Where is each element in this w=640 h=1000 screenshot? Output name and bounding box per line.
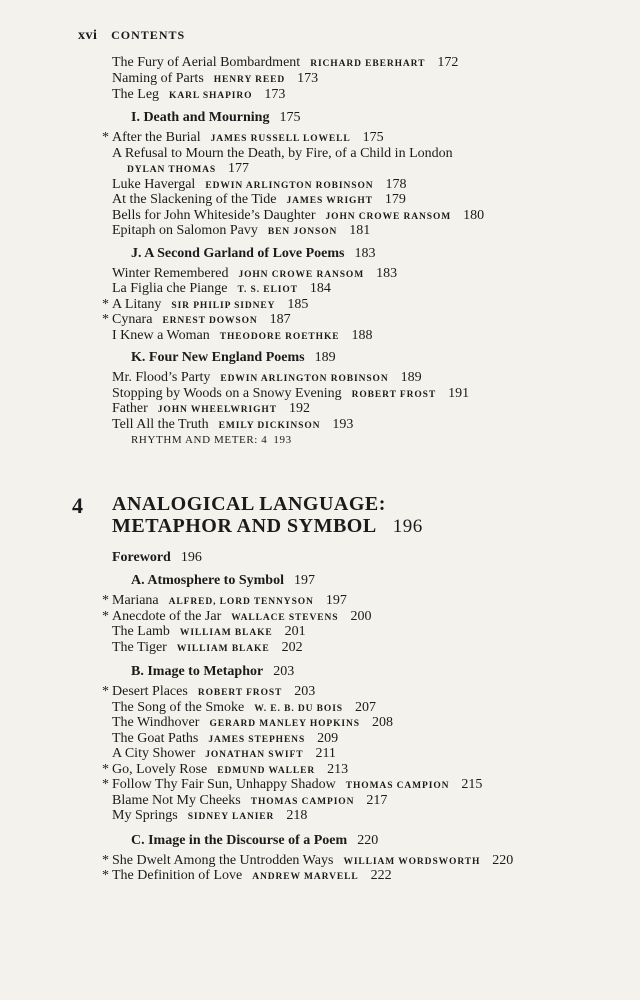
page-number: xvi (78, 28, 98, 43)
foreword-entry[interactable] (112, 550, 202, 566)
running-head (78, 27, 185, 44)
entry-page: 184 (309, 281, 331, 296)
entry-title: Cynara (112, 312, 153, 327)
toc-entry[interactable] (102, 868, 392, 885)
entry-author: W. E. B. DU BOIS (254, 703, 343, 714)
entry-author: THOMAS CAMPION (345, 781, 450, 791)
entry-page: 181 (349, 223, 371, 238)
chapter-title-line1: ANALOGICAL LANGUAGE: (112, 493, 386, 515)
entry-author: EDWIN ARLINGTON ROBINSON (205, 180, 374, 191)
entry-page: 215 (461, 777, 483, 792)
subsection-page: 193 (273, 434, 292, 446)
entry-page: 173 (264, 87, 286, 102)
entry-author: HENRY REED (213, 75, 286, 85)
toc-entry[interactable] (112, 223, 370, 240)
toc-entry[interactable] (112, 731, 338, 748)
section-page: 203 (273, 664, 295, 679)
entry-title: After the Burial (112, 130, 201, 145)
entry-page: 217 (366, 792, 388, 808)
toc-entry[interactable] (112, 328, 372, 345)
asterisk-marker: * (102, 777, 109, 792)
section-page: 183 (354, 245, 376, 261)
toc-entry[interactable] (102, 608, 372, 626)
entry-author: THEODORE ROETHKE (219, 331, 340, 342)
entry-author: EDWIN ARLINGTON ROBINSON (220, 374, 389, 384)
entry-title: Mariana (112, 593, 159, 608)
entry-author: EDMUND WALLER (217, 765, 316, 776)
entry-title: La Figlia che Piange (112, 281, 228, 296)
entry-title: Naming of Parts (112, 71, 204, 86)
entry-title: Tell All the Truth (112, 416, 209, 432)
asterisk-marker: * (102, 761, 109, 777)
entry-title: My Springs (112, 808, 178, 823)
toc-entry[interactable] (102, 684, 316, 701)
entry-author: ROBERT FROST (197, 688, 283, 698)
entry-author: GERARD MANLEY HOPKINS (209, 719, 360, 729)
toc-entry[interactable] (102, 312, 291, 329)
running-head-label: CONTENTS (111, 28, 186, 42)
toc-entry[interactable] (112, 401, 310, 418)
entry-title: Go, Lovely Rose (112, 761, 208, 777)
entry-page: 188 (351, 327, 373, 343)
subsection-note[interactable] (131, 433, 292, 447)
entry-page: 172 (437, 55, 459, 70)
entry-title: The Definition of Love (112, 868, 243, 883)
entry-page: 191 (448, 385, 470, 401)
entry-author: JAMES WRIGHT (286, 196, 373, 206)
entry-page: 180 (463, 207, 485, 223)
entry-title: Stopping by Woods on a Snowy Evening (112, 385, 342, 401)
entry-author: ERNEST DOWSON (162, 316, 258, 326)
entry-page: 211 (315, 746, 336, 761)
entry-page: 208 (371, 715, 393, 730)
chapter-page: 196 (392, 516, 423, 537)
section-heading-text: J. A Second Garland of Love Poems (131, 245, 345, 261)
entry-page: 213 (327, 761, 349, 777)
toc-entry[interactable] (112, 640, 303, 657)
section-page: 197 (293, 573, 315, 588)
entry-title: Blame Not My Cheeks (112, 792, 241, 808)
entry-page: 175 (362, 130, 384, 145)
entry-author: JONATHAN SWIFT (205, 750, 304, 760)
toc-entry[interactable] (112, 87, 285, 104)
entry-author: JAMES RUSSELL LOWELL (210, 134, 351, 144)
toc-entry[interactable] (112, 624, 306, 641)
toc-entry[interactable] (102, 130, 384, 147)
entry-author: WILLIAM BLAKE (176, 643, 270, 654)
toc-entry[interactable] (112, 192, 406, 209)
entry-page: 189 (400, 370, 422, 385)
entry-title: A Refusal to Mourn the Death, by Fire, of a Child in London (112, 145, 453, 161)
subsection-label: RHYTHM AND METER: 4 (131, 434, 268, 446)
toc-entry[interactable] (112, 266, 397, 283)
entry-page: 192 (288, 401, 310, 416)
entry-title: Mr. Flood’s Party (112, 370, 211, 385)
asterisk-marker: * (102, 312, 109, 327)
entry-author: T. S. ELIOT (237, 285, 298, 295)
entry-author: ALFRED, LORD TENNYSON (168, 597, 314, 607)
entry-author: DYLAN THOMAS (127, 165, 217, 175)
entry-page: 185 (287, 296, 309, 312)
entry-page: 201 (284, 624, 306, 639)
entry-author: WILLIAM BLAKE (179, 628, 273, 638)
asterisk-marker: * (102, 684, 109, 699)
chapter-title-line2-text: METAPHOR AND SYMBOL (112, 515, 377, 537)
entry-page: 187 (269, 312, 291, 327)
entry-page: 202 (281, 639, 303, 655)
entry-author: ROBERT FROST (351, 389, 437, 400)
asterisk-marker: * (102, 868, 109, 883)
chapter-title-line2 (112, 515, 423, 538)
entry-title: The Lamb (112, 624, 170, 639)
entry-author: JOHN CROWE RANSOM (325, 211, 452, 222)
section-page: 189 (314, 350, 336, 365)
entry-page: 183 (376, 265, 398, 281)
section-heading-text: A. Atmosphere to Symbol (131, 573, 284, 588)
toc-entry[interactable] (112, 793, 387, 810)
entry-title: Bells for John Whiteside’s Daughter (112, 207, 316, 223)
entry-author: JOHN WHEELWRIGHT (157, 405, 277, 415)
toc-entry[interactable] (112, 808, 307, 825)
toc-entry[interactable] (112, 700, 376, 717)
entry-title: Anecdote of the Jar (112, 608, 222, 624)
entry-title: Winter Remembered (112, 265, 229, 281)
asterisk-marker: * (102, 593, 109, 608)
toc-entry[interactable] (102, 852, 514, 870)
entry-page: 203 (294, 684, 316, 699)
asterisk-marker: * (102, 608, 109, 624)
foreword-page: 196 (180, 550, 202, 565)
toc-entry[interactable] (102, 761, 349, 779)
asterisk-marker: * (102, 852, 109, 868)
toc-entry[interactable] (112, 746, 336, 763)
entry-author: SIDNEY LANIER (187, 812, 275, 822)
entry-page: 193 (332, 416, 354, 432)
entry-author: JAMES STEPHENS (208, 734, 306, 745)
entry-title: A City Shower (112, 746, 196, 761)
entry-author: KARL SHAPIRO (169, 91, 253, 101)
entry-page: 179 (384, 192, 406, 207)
entry-author: WALLACE STEVENS (231, 612, 339, 623)
entry-page: 197 (325, 593, 347, 608)
section-heading[interactable] (131, 110, 300, 126)
chapter-title (112, 493, 423, 538)
entry-title: The Goat Paths (112, 730, 199, 746)
entry-page: 220 (492, 852, 514, 868)
entry-author: SIR PHILIP SIDNEY (171, 300, 276, 311)
entry-title: A Litany (112, 296, 162, 312)
section-heading[interactable] (131, 573, 315, 589)
entry-title: The Leg (112, 87, 160, 102)
toc-entry[interactable] (112, 715, 393, 732)
section-heading[interactable] (131, 246, 376, 262)
entry-author: JOHN CROWE RANSOM (238, 269, 365, 280)
entry-author: WILLIAM WORDSWORTH (343, 856, 481, 867)
section-heading[interactable] (131, 833, 378, 849)
toc-entry[interactable] (112, 177, 407, 194)
toc-entry[interactable] (112, 71, 318, 88)
entry-page: 200 (350, 608, 372, 624)
entry-title: She Dwelt Among the Untrodden Ways (112, 852, 334, 868)
entry-page: 222 (370, 868, 392, 883)
entry-author: ANDREW MARVELL (252, 872, 359, 882)
entry-title: The Fury of Aerial Bombardment (112, 55, 301, 70)
entry-title: The Tiger (112, 639, 167, 655)
toc-entry[interactable] (102, 296, 309, 314)
entry-page: 173 (297, 71, 319, 86)
entry-author: EMILY DICKINSON (218, 420, 321, 431)
section-page: 220 (357, 832, 379, 848)
section-heading[interactable] (131, 664, 294, 680)
entry-author: BEN JONSON (267, 227, 338, 237)
toc-entry[interactable] (102, 593, 347, 610)
chapter-number: 4 (72, 493, 83, 518)
entry-title: Desert Places (112, 684, 188, 699)
section-heading[interactable] (131, 350, 336, 366)
entry-title: Epitaph on Salomon Pavy (112, 223, 258, 238)
toc-entry[interactable] (112, 386, 469, 403)
entry-page: 177 (228, 161, 250, 176)
asterisk-marker: * (102, 130, 109, 145)
entry-author: RICHARD EBERHART (310, 59, 426, 69)
entry-title: Follow Thy Fair Sun, Unhappy Shadow (112, 777, 336, 792)
toc-entry[interactable] (112, 55, 458, 72)
section-heading-text: B. Image to Metaphor (131, 664, 264, 679)
toc-entry[interactable] (112, 208, 484, 225)
entry-title: The Song of the Smoke (112, 699, 245, 715)
toc-entry[interactable] (127, 161, 249, 178)
toc-entry[interactable] (102, 777, 483, 794)
entry-author: THOMAS CAMPION (250, 796, 355, 807)
entry-title: At the Slackening of the Tide (112, 192, 277, 207)
entry-title: Luke Havergal (112, 176, 196, 192)
asterisk-marker: * (102, 296, 109, 312)
foreword-label: Foreword (112, 550, 171, 565)
entry-page: 218 (286, 808, 308, 823)
toc-entry[interactable] (112, 281, 331, 298)
entry-page: 207 (354, 699, 376, 715)
toc-entry[interactable] (112, 370, 422, 387)
entry-title: Father (112, 401, 148, 416)
toc-entry[interactable] (112, 146, 453, 162)
section-heading-text: I. Death and Mourning (131, 110, 270, 125)
entry-page: 209 (317, 730, 339, 746)
entry-page: 178 (385, 176, 407, 192)
toc-entry[interactable] (112, 417, 353, 434)
entry-title: I Knew a Woman (112, 327, 210, 343)
section-heading-text: K. Four New England Poems (131, 350, 305, 365)
entry-title: The Windhover (112, 715, 200, 730)
section-page: 175 (279, 110, 301, 125)
section-heading-text: C. Image in the Discourse of a Poem (131, 832, 348, 848)
